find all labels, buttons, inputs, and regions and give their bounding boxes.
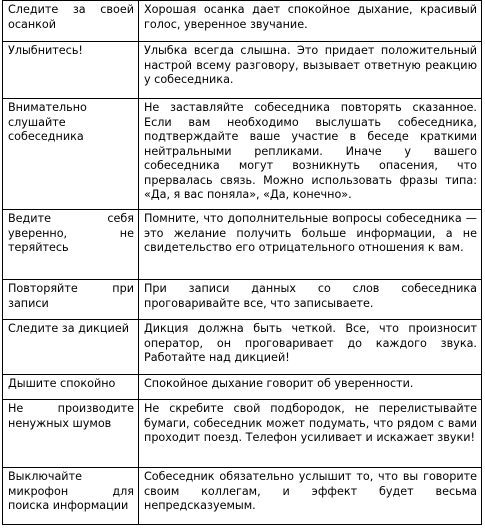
- table-row: [3, 1, 482, 42]
- table-row: [3, 400, 482, 468]
- tip-cell: Дышите спокойно: [3, 375, 139, 400]
- tip-cell: Повторяйте при записи: [3, 280, 139, 320]
- tip-cell: Улыбнитесь!: [3, 42, 139, 99]
- tip-cell: Не производите ненужных шумов: [3, 400, 139, 468]
- detail-cell: Улыбка всегда слышна. Это придает положительный настрой всему разговору, вызывает ответную реакцию у собеседника.: [139, 42, 482, 99]
- tip-cell: Внимательно слушайте собеседника: [3, 99, 139, 210]
- detail-cell: Не заставляйте собеседника повторять сказанное. Если вам необходимо выслушать собеседника, подтверждайте ваше участие в беседе краткими нейтральными репликами. Иначе у вашего собеседника могут возникнуть опасения, что прервалась связь. Можно использовать фразы типа: «Да, я вас поняла», «Да, конечно».: [139, 99, 482, 210]
- tip-cell: Следите за дикцией: [3, 320, 139, 375]
- detail-cell: Собеседник обязательно услышит то, что вы говорите своим коллегам, и эффект будет весьма непредсказуемым.: [139, 468, 482, 525]
- table-row: [3, 280, 482, 320]
- tips-table: [2, 0, 482, 525]
- table-row: [3, 468, 482, 525]
- detail-cell: Спокойное дыхание говорит об уверенности.: [139, 375, 482, 400]
- detail-cell: Хорошая осанка дает спокойное дыхание, красивый голос, уверенное звучание.: [139, 1, 482, 42]
- detail-cell: Дикция должна быть четкой. Все, что произносит оператор, он проговаривает до каждого звука. Работайте над дикцией!: [139, 320, 482, 375]
- table-row: [3, 320, 482, 375]
- detail-cell: При записи данных со слов собеседника проговаривайте все, что записываете.: [139, 280, 482, 320]
- table-row: [3, 210, 482, 280]
- tip-cell: Ведите себя уверенно, не теряйтесь: [3, 210, 139, 280]
- table-row: [3, 99, 482, 210]
- tip-cell: Следите за своей осанкой: [3, 1, 139, 42]
- table-row: [3, 42, 482, 99]
- tip-cell: Выключайте микрофон для поиска информации: [3, 468, 139, 525]
- detail-cell: Помните, что дополнительные вопросы собеседника — это желание получить больше информации, а не свидетельство его отрицательного отношения к вам.: [139, 210, 482, 280]
- table-row: [3, 375, 482, 400]
- detail-cell: Не скребите свой подбородок, не перелистывайте бумаги, собеседник может подумать, что рядом с вами проходит поезд. Телефон усиливает и искажает звуки!: [139, 400, 482, 468]
